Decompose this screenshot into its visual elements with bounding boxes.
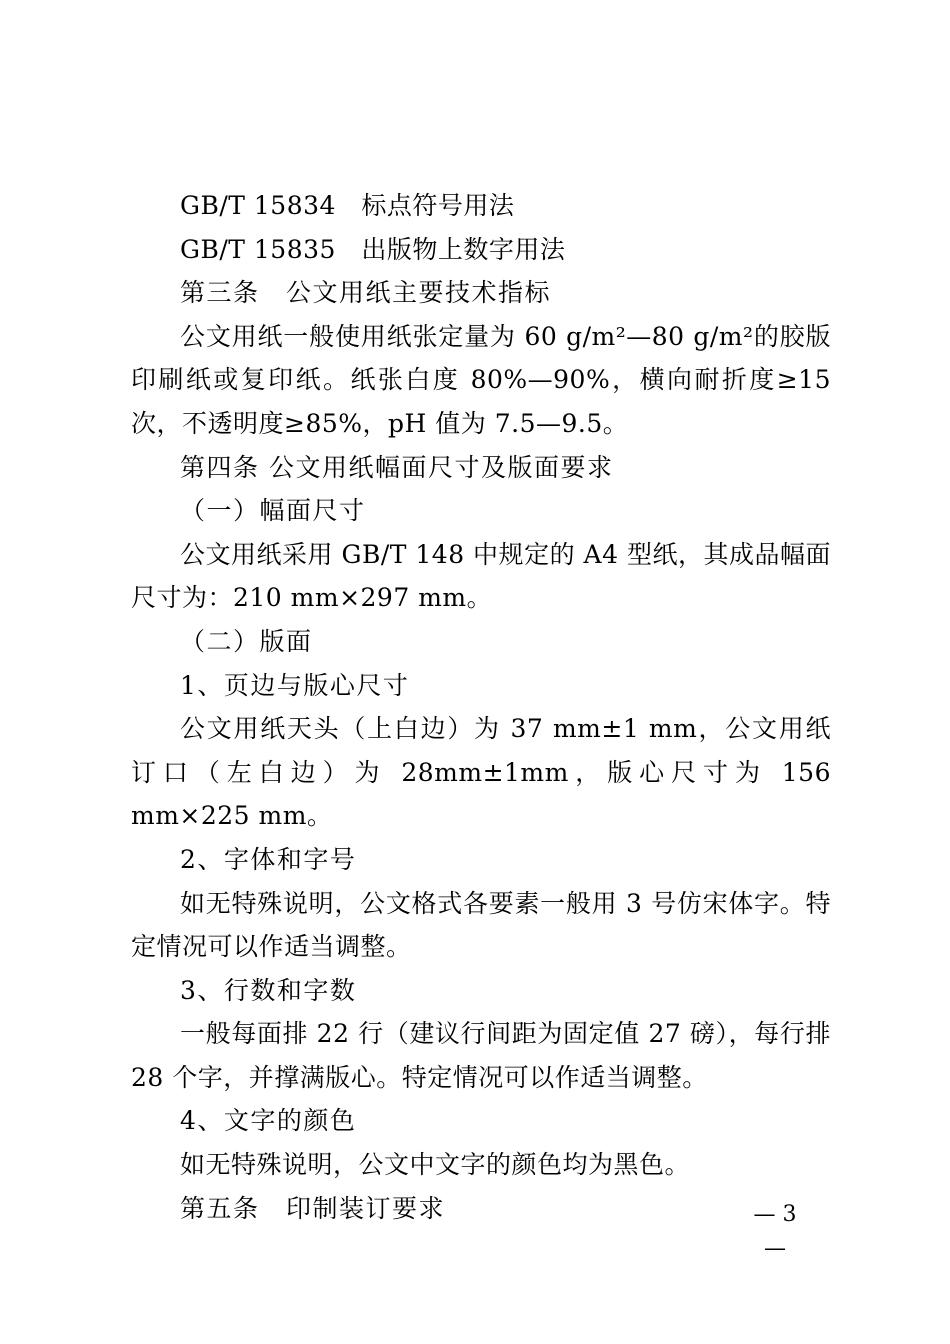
item-2-heading: 2、字体和字号 — [180, 844, 357, 874]
item-1-heading: 1、页边与版心尺寸 — [180, 670, 410, 700]
page-number: — 3 — — [753, 1202, 797, 1261]
article-4-heading: 第四条 公文用纸幅面尺寸及版面要求 — [180, 452, 614, 482]
item-3-body: 一般每面排 22 行（建议行间距为固定值 27 磅），每行排 28 个字，并撑满版心。特定情况可以作适当调整。 — [131, 1019, 831, 1092]
document-body — [131, 184, 831, 1261]
section-2-heading: （二）版面 — [180, 626, 313, 656]
item-2-body: 如无特殊说明，公文格式各要素一般用 3 号仿宋体字。特定情况可以作适当调整。 — [131, 888, 831, 962]
article-5-heading: 第五条 印制装订要求 — [180, 1193, 446, 1223]
item-1-body: 公文用纸天头（上白边）为 37 mm±1 mm，公文用纸订口（左白边）为 28mm±1mm，版心尺寸为 156 mm×225 mm。 — [131, 714, 831, 831]
section-1-body: 公文用纸采用 GB/T 148 中规定的 A4 型纸，其成品幅面尺寸为：210 mm×297 mm。 — [131, 539, 831, 613]
article-3-heading: 第三条 公文用纸主要技术指标 — [180, 278, 552, 308]
item-3-heading: 3、行数和字数 — [180, 975, 357, 1005]
article-3-body: 公文用纸一般使用纸张定量为 60 g/m²—80 g/m²的胶版印刷纸或复印纸。纸张白度 80%—90%，横向耐折度≥15 次，不透明度≥85%，pH 值为 7.5—9.5。 — [131, 321, 831, 438]
item-4-heading: 4、文字的颜色 — [180, 1106, 357, 1136]
standard-reference-line: GB/T 15834 标点符号用法 — [180, 191, 515, 220]
item-4-body: 如无特殊说明，公文中文字的颜色均为黑色。 — [180, 1150, 691, 1180]
section-1-heading: （一）幅面尺寸 — [180, 496, 366, 526]
standard-reference-line: GB/T 15835 出版物上数字用法 — [180, 234, 566, 264]
